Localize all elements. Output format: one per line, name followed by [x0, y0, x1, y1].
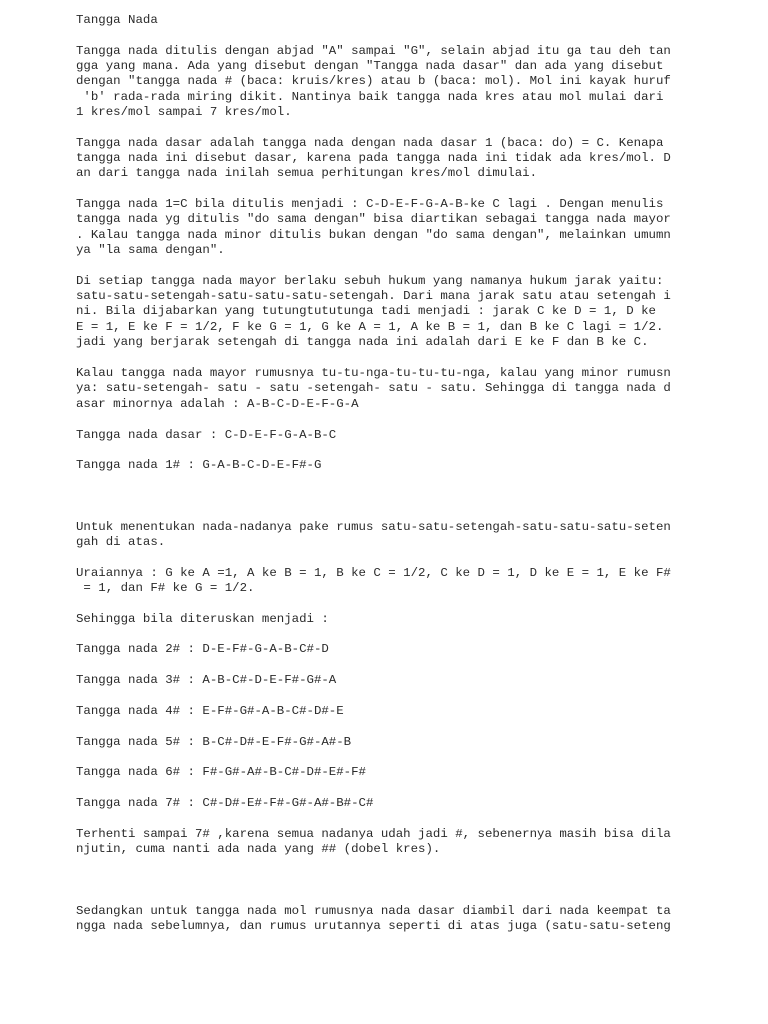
text-line: dengan "tangga nada # (baca: kruis/kres) atau b (baca: mol). Mol ini kayak huruf: [76, 74, 671, 88]
scale-line: Tangga nada dasar : C-D-E-F-G-A-B-C: [76, 428, 337, 442]
text-line: ya: satu-setengah- satu - satu -setengah- satu - satu. Sehingga di tangga nada d: [76, 381, 671, 395]
text-line: Tangga nada 1=C bila ditulis menjadi : C-D-E-F-G-A-B-ke C lagi . Dengan menulis: [76, 197, 664, 211]
scale-line: Tangga nada 7# : C#-D#-E#-F#-G#-A#-B#-C#: [76, 796, 374, 810]
text-line: . Kalau tangga nada minor ditulis bukan dengan "do sama dengan", melainkan umumn: [76, 228, 671, 242]
text-line: Sedangkan untuk tangga nada mol rumusnya nada dasar diambil dari nada keempat ta: [76, 904, 671, 918]
text-line: satu-satu-setengah-satu-satu-satu-setengah. Dari mana jarak satu atau setengah i: [76, 289, 671, 303]
text-line: ni. Bila dijabarkan yang tutungtututunga tadi menjadi : jarak C ke D = 1, D ke: [76, 304, 656, 318]
text-line: Tangga nada ditulis dengan abjad "A" sampai "G", selain abjad itu ga tau deh tan: [76, 44, 671, 58]
text-line: an dari tangga nada inilah semua perhitungan kres/mol dimulai.: [76, 166, 538, 180]
document-title: Tangga Nada: [76, 13, 158, 27]
text-line: asar minornya adalah : A-B-C-D-E-F-G-A: [76, 397, 359, 411]
text-line: E = 1, E ke F = 1/2, F ke G = 1, G ke A = 1, A ke B = 1, dan B ke C lagi = 1/2.: [76, 320, 664, 334]
text-line: Uraiannya : G ke A =1, A ke B = 1, B ke C = 1/2, C ke D = 1, D ke E = 1, E ke F#: [76, 566, 671, 580]
scale-line: Tangga nada 3# : A-B-C#-D-E-F#-G#-A: [76, 673, 337, 687]
text-line: ya "la sama dengan".: [76, 243, 225, 257]
text-line: Tangga nada dasar adalah tangga nada dengan nada dasar 1 (baca: do) = C. Kenapa: [76, 136, 664, 150]
scale-line: Tangga nada 1# : G-A-B-C-D-E-F#-G: [76, 458, 322, 472]
scale-line: Tangga nada 6# : F#-G#-A#-B-C#-D#-E#-F#: [76, 765, 366, 779]
text-line: njutin, cuma nanti ada nada yang ## (dobel kres).: [76, 842, 441, 856]
text-line: = 1, dan F# ke G = 1/2.: [76, 581, 255, 595]
scale-line: Tangga nada 5# : B-C#-D#-E-F#-G#-A#-B: [76, 735, 352, 749]
text-line: Terhenti sampai 7# ,karena semua nadanya udah jadi #, sebenernya masih bisa dila: [76, 827, 671, 841]
text-line: tangga nada yg ditulis "do sama dengan" bisa diartikan sebagai tangga nada mayor: [76, 212, 671, 226]
text-line: Di setiap tangga nada mayor berlaku sebuh hukum yang namanya hukum jarak yaitu:: [76, 274, 664, 288]
text-line: ngga nada sebelumnya, dan rumus urutannya seperti di atas juga (satu-satu-seteng: [76, 919, 671, 933]
text-line: jadi yang berjarak setengah di tangga nada ini adalah dari E ke F dan B ke C.: [76, 335, 649, 349]
text-line: 'b' rada-rada miring dikit. Nantinya baik tangga nada kres atau mol mulai dari: [76, 90, 664, 104]
text-line: Kalau tangga nada mayor rumusnya tu-tu-nga-tu-tu-tu-nga, kalau yang minor rumusn: [76, 366, 671, 380]
text-line: Untuk menentukan nada-nadanya pake rumus satu-satu-setengah-satu-satu-satu-seten: [76, 520, 671, 534]
text-line: gga yang mana. Ada yang disebut dengan "Tangga nada dasar" dan ada yang disebut: [76, 59, 664, 73]
scale-line: Tangga nada 4# : E-F#-G#-A-B-C#-D#-E: [76, 704, 344, 718]
scale-line: Tangga nada 2# : D-E-F#-G-A-B-C#-D: [76, 642, 329, 656]
text-line: gah di atas.: [76, 535, 166, 549]
text-line: Sehingga bila diteruskan menjadi :: [76, 612, 329, 626]
text-line: tangga nada ini disebut dasar, karena pada tangga nada ini tidak ada kres/mol. D: [76, 151, 671, 165]
text-line: 1 kres/mol sampai 7 kres/mol.: [76, 105, 292, 119]
